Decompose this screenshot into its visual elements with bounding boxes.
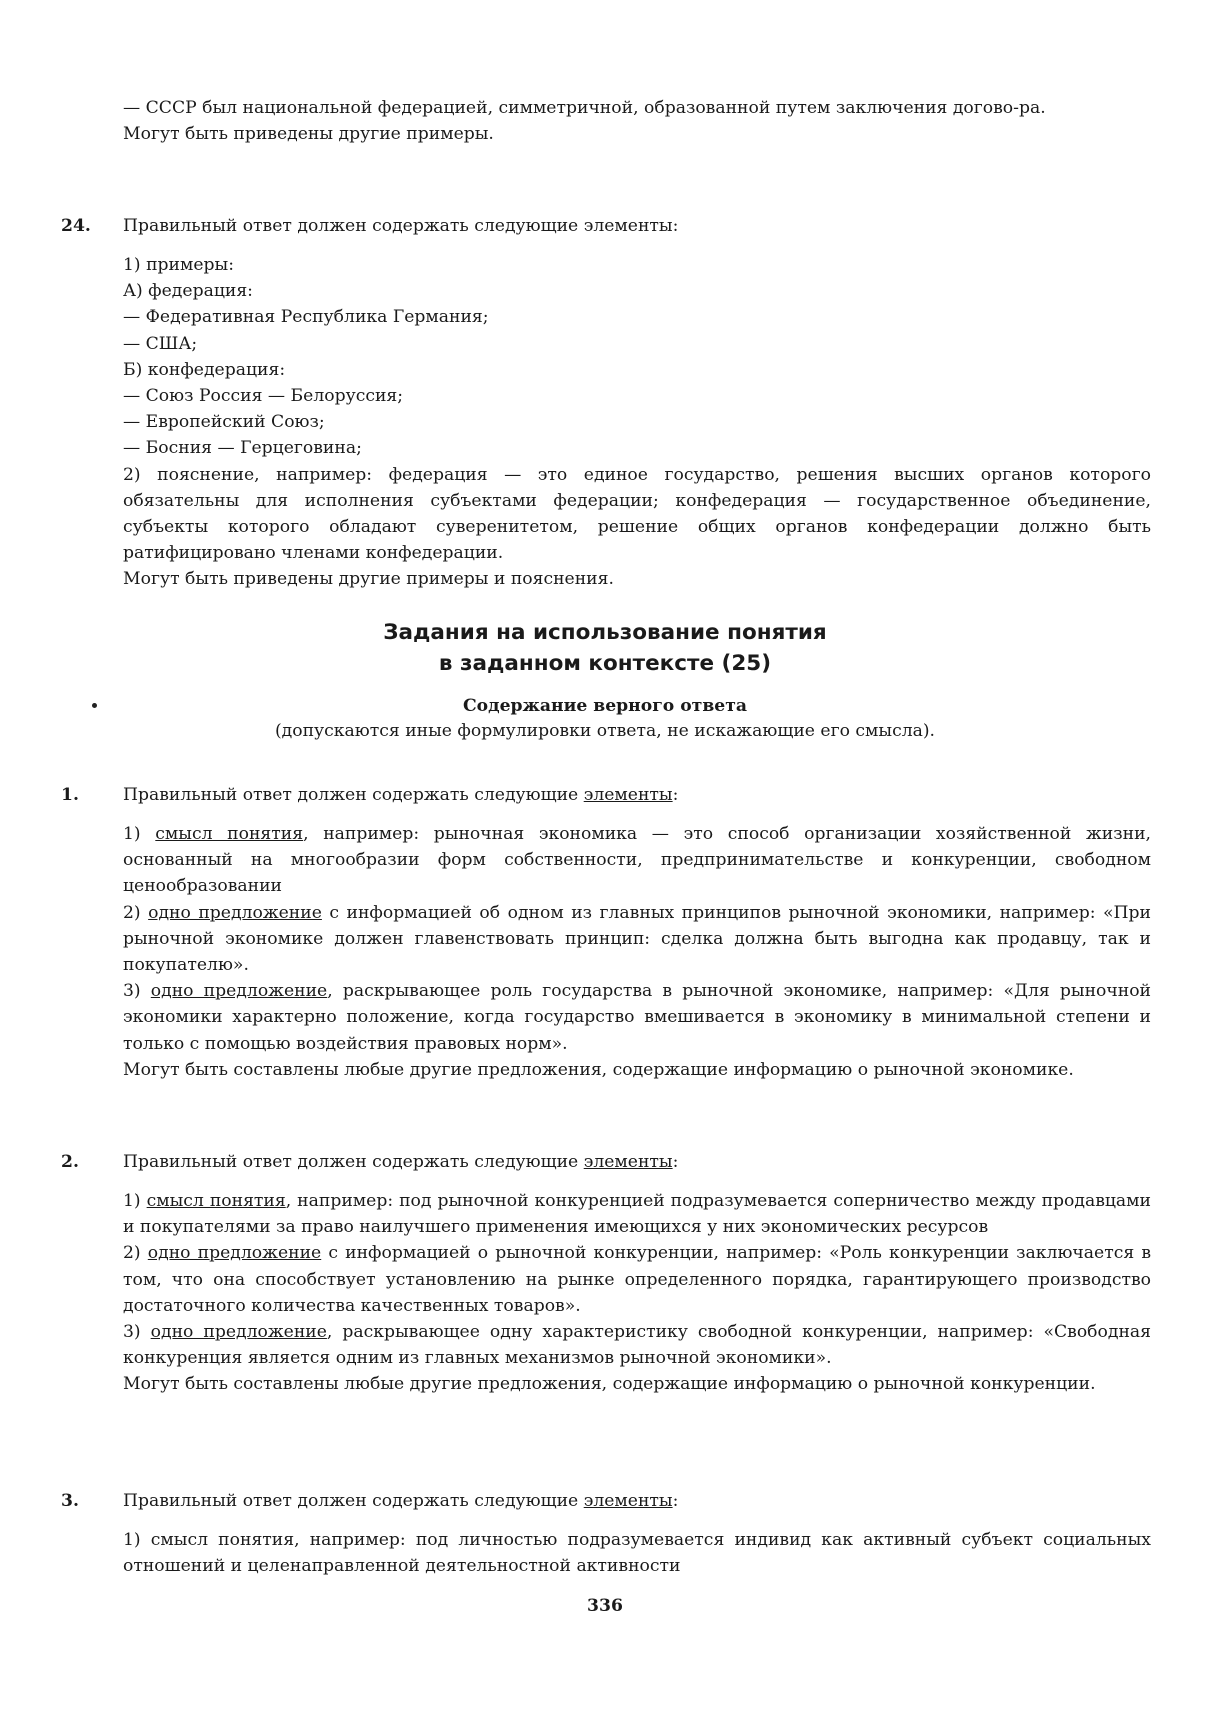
q2-item-1-prefix: 1): [123, 1191, 147, 1211]
scan-mark: [92, 703, 97, 708]
q1-item-2: [123, 900, 1151, 979]
intro-line-1: — СССР был национальной федерацией, симметричной, образованной путем заключения догово-ра.: [123, 98, 1046, 118]
q2-lead-text: Правильный ответ должен содержать следующие: [123, 1152, 584, 1172]
q2-closing: Могут быть составлены любые другие предложения, содержащие информацию о рыночной конкуренции.: [123, 1374, 1096, 1395]
q2-item-1: [123, 1188, 1151, 1240]
section-note: (допускаются иные формулировки ответа, не искажающие его смысла).: [274, 721, 936, 741]
q24-line: 1) примеры:: [123, 255, 235, 275]
section-subtitle: Содержание верного ответа: [463, 696, 747, 716]
q2-item-1-text: , например: под рыночной конкуренцией подразумевается соперничество между продавцами и покупателями за право наилучшего применения имеющихся у них экономических ресурсов: [123, 1191, 1152, 1238]
q24-closing: Могут быть приведены другие примеры и пояснения.: [123, 569, 614, 590]
q1-item-1: [123, 821, 1151, 900]
intro-line-2: Могут быть приведены другие примеры.: [123, 124, 494, 145]
q2-answer: [123, 1188, 1151, 1398]
q24-line: Б) конфедерация:: [123, 359, 286, 380]
q2-lead: [123, 1149, 1151, 1175]
q2-item-3: [123, 1319, 1151, 1371]
q24-line: — Федеративная Республика Германия;: [123, 307, 489, 328]
q1-closing: Могут быть составлены любые другие предложения, содержащие информацию о рыночной экономике.: [123, 1059, 1074, 1080]
q24-line: — Европейский Союз;: [123, 412, 325, 433]
q3-item-1: 1) смысл понятия, например: под личностью подразумевается индивид как активный субъект социальных отношений и целенаправленной деятельностной активности: [123, 1530, 1151, 1577]
q24-lead: [123, 213, 1151, 239]
q1-lead-underlined: элементы: [583, 785, 673, 805]
q1-item-1-key: смысл понятия: [155, 824, 304, 844]
page-number: 336: [587, 1596, 623, 1616]
q1-item-3-prefix: 3): [123, 981, 151, 1002]
q2-item-3-key: одно предложение: [150, 1322, 327, 1343]
q1-lead: [123, 782, 1151, 808]
q2-lead-end: :: [672, 1152, 679, 1172]
q3-lead-text: Правильный ответ должен содержать следующие: [123, 1491, 584, 1511]
q24-line: — Босния — Герцеговина;: [123, 438, 362, 459]
q1-item-1-prefix: 1): [123, 824, 156, 844]
q2-lead-underlined: элементы: [583, 1152, 673, 1172]
q24-lead-text: Правильный ответ должен содержать следующие элементы:: [123, 216, 679, 236]
q2-item-3-prefix: 3): [123, 1322, 151, 1343]
q2-item-2-key: одно предложение: [147, 1243, 322, 1264]
q1-lead-text: Правильный ответ должен содержать следующие: [123, 785, 584, 805]
q2-item-2: [123, 1240, 1151, 1319]
q3-lead-end: :: [672, 1491, 679, 1511]
q24-explanation: 2) пояснение, например: федерация — это единое государство, решения высших органов которого обязательны для исполнения субъектами федерации; конфедерация — государственное объединение, субъекты которого обладают суверенитетом, решение общих органов конфедерации должно быть ратифицировано членами конфедерации.: [123, 464, 1151, 564]
q24-number: 24.: [61, 216, 91, 236]
q3-answer: [123, 1527, 1151, 1579]
q24-line: А) федерация:: [123, 281, 253, 302]
q1-item-3-key: одно предложение: [150, 981, 328, 1002]
q1-lead-end: :: [672, 785, 679, 805]
section-title-line-1: Задания на использование понятия: [383, 620, 827, 645]
q2-item-3-text: , раскрывающее одну характеристику свободной конкуренции, например: «Свободная конкуренция является одним из главных механизмов рыночной экономики».: [123, 1322, 1151, 1369]
q2-item-1-key: смысл понятия: [146, 1191, 286, 1211]
q1-item-1-text: , например: рыночная экономика — это способ организации хозяйственной жизни, основанный на многообразии форм собственности, предпринимательстве и конкуренции, свободном ценообразовании: [123, 824, 1151, 897]
q1-item-2-prefix: 2): [123, 902, 149, 923]
q3-lead: [123, 1488, 1151, 1514]
section-title-line-2: в заданном контексте (25): [438, 651, 772, 676]
q1-item-2-key: одно предложение: [148, 902, 322, 923]
q3-lead-underlined: элементы: [583, 1491, 673, 1511]
q1-number: 1.: [61, 785, 79, 805]
q2-number: 2.: [61, 1152, 79, 1172]
intro-block: [123, 95, 1151, 147]
q2-item-2-prefix: 2): [123, 1243, 148, 1264]
q3-number: 3.: [61, 1491, 79, 1511]
q1-item-2-text: с информацией об одном из главных принципов рыночной экономики, например: «При рыночной экономике должен главенствовать принцип: сделка должна быть выгодна как продавцу, так и покупателю».: [123, 902, 1151, 976]
q24-answer: [123, 252, 1151, 593]
q24-line: — Союз Россия — Белоруссия;: [123, 386, 404, 407]
q1-item-3-text: , раскрывающее роль государства в рыночной экономике, например: «Для рыночной экономики характерно положение, когда государство вмешивается в экономику в минимальной степени и только с помощью воздействия правовых норм».: [123, 981, 1151, 1054]
q24-line: — США;: [123, 333, 198, 354]
q2-item-2-text: с информацией о рыночной конкуренции, например: «Роль конкуренции заключается в том, что она способствует установлению на рынке определенного порядка, гарантирующего производство достаточного количества качественных товаров».: [123, 1243, 1151, 1316]
q1-item-3: [123, 978, 1151, 1057]
q1-answer: [123, 821, 1151, 1083]
